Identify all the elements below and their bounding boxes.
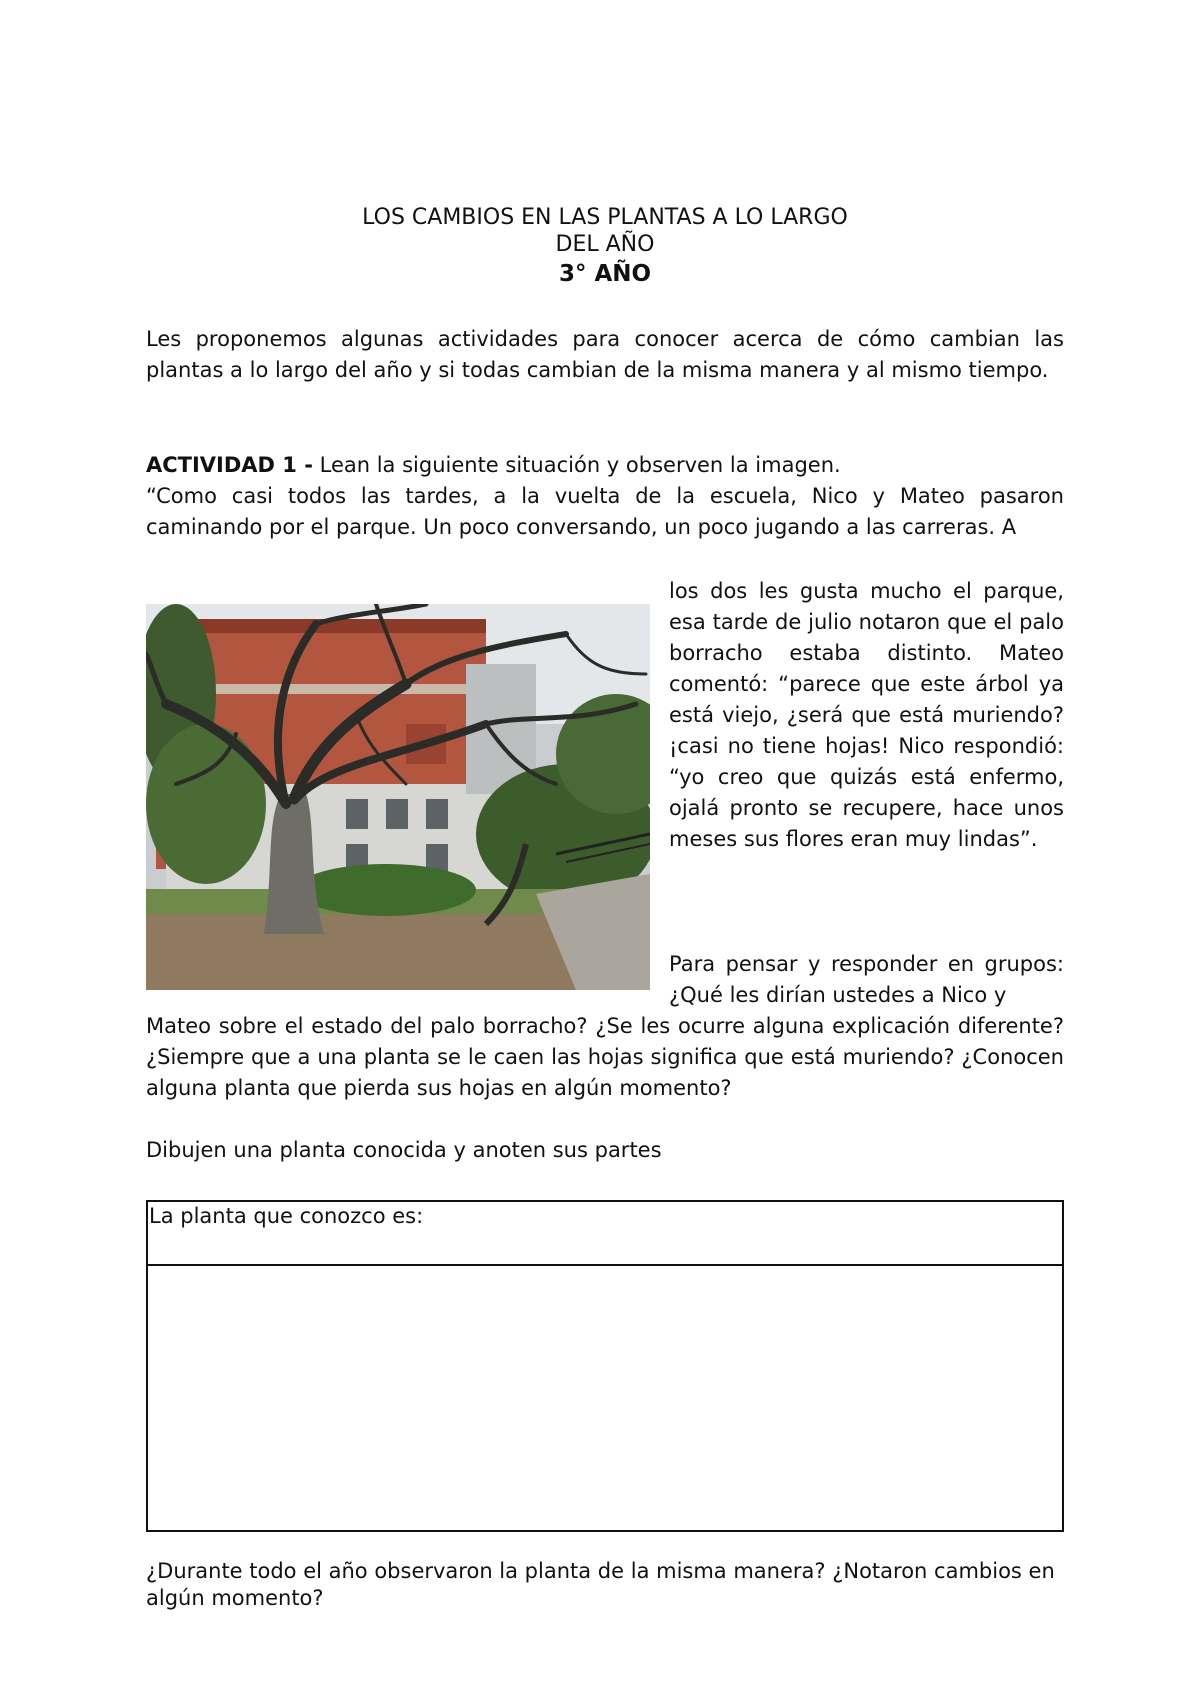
- activity-1-heading-line: [146, 450, 1064, 481]
- title-line-2: DEL AÑO: [555, 232, 655, 257]
- plant-name-row[interactable]: [148, 1202, 1062, 1266]
- think-prompt-questions: Mateo sobre el estado del palo borracho? ¿Se les ocurre alguna explicación diferente? ¿Siempre que a una planta se le caen las hojas significa que está muriendo? ¿Conocen alguna planta que pierda sus hojas en algún momento?: [146, 1014, 1064, 1100]
- plant-drawing-table: [146, 1200, 1064, 1532]
- activity-1-heading: ACTIVIDAD 1 -: [146, 453, 313, 477]
- intro-paragraph: Les proponemos algunas actividades para conocer acerca de cómo cambian las plantas a lo largo del año y si todas cambian de la misma manera y al mismo tiempo.: [146, 327, 1064, 382]
- grade-label: 3° AÑO: [558, 261, 652, 287]
- plant-name-label: La planta que conozco es:: [149, 1204, 424, 1228]
- palo-borracho-tree-photo: [146, 604, 650, 990]
- tree-photo-illustration: [146, 604, 650, 990]
- story-paragraph-top: “Como casi todos las tardes, a la vuelta de la escuela, Nico y Mateo pasaron caminando por el parque. Un poco conversando, un poco jugando a las carreras. A: [146, 484, 1064, 539]
- document-title: [146, 204, 1064, 288]
- title-line-1: LOS CAMBIOS EN LAS PLANTAS A LO LARGO: [362, 205, 848, 230]
- closing-question: ¿Durante todo el año observaron la planta de la misma manera? ¿Notaron cambios en algún momento?: [146, 1559, 1055, 1610]
- plant-drawing-area[interactable]: [148, 1266, 1062, 1530]
- story-paragraph-side: los dos les gusta mucho el parque, esa tarde de julio notaron que el palo borracho estaba distinto. Mateo comentó: “parece que este árbol ya está viejo, ¿será que está muriendo? ¡casi no tiene hojas! Nico respondió: “yo creo que quizás está enfermo, ojalá pronto se recupere, hace unos meses sus flores eran muy lindas”.: [669, 579, 1064, 851]
- activity-1-instruction: Lean la siguiente situación y observen la imagen.: [312, 453, 841, 477]
- think-prompt-intro: Para pensar y responder en grupos: ¿Qué les dirían ustedes a Nico y: [669, 952, 1064, 1007]
- draw-plant-prompt: Dibujen una planta conocida y anoten sus partes: [146, 1138, 662, 1162]
